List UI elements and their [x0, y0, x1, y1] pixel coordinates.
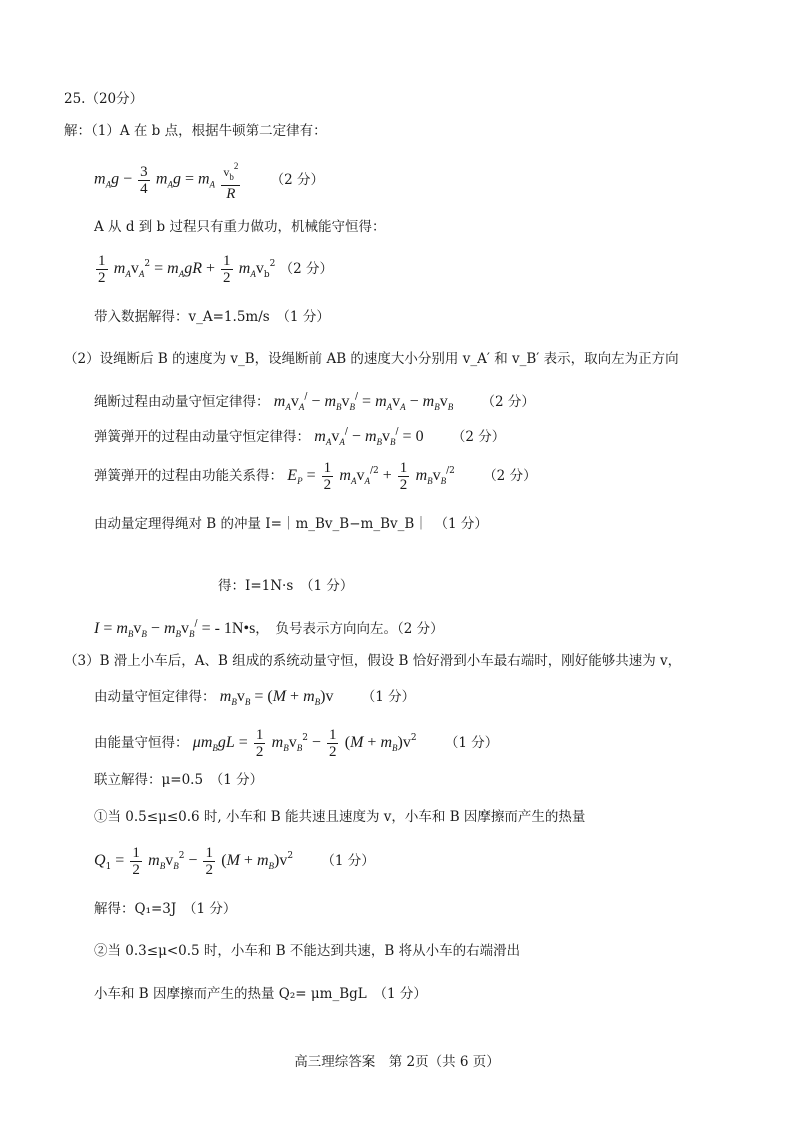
case1-result: 解得：Q₁=3J （1 分） — [94, 901, 237, 917]
equation-energy: $\frac{1}{2}$ $m_Av_A^2 = m_AgR$ + $\frac{1}{2}$ $m_Av_b^2$ （2 分） — [98, 253, 334, 286]
part1-intro: 解：（1）A 在 b 点，根据牛顿第二定律有： — [64, 123, 327, 139]
part1-result: 带入数据解得：v_A=1.5m/s （1 分） — [94, 309, 330, 325]
mu-result: 联立解得：μ=0.5 （1 分） — [94, 772, 264, 788]
score-eq2: （2 分） — [279, 261, 334, 277]
case2-text: ②当 0.3≤μ<0.5 时，小车和 B 不能达到共速，B 将从小车的右端滑出 — [94, 943, 521, 959]
case2-heat: 小车和 B 因摩擦而产生的热量 Q₂= μm_BgL （1 分） — [94, 986, 427, 1002]
impulse-final: $I = m_Bv_B - m_Bv_B^/$ = - 1N•s， 负号表示方向向左。（2 分） — [94, 619, 444, 639]
spring-momentum: 弹簧弹开的过程由动量守恒定律得： $m_Av_A^/ - m_Bv_B^/ = 0$ （2 分） — [94, 427, 506, 447]
page-footer: 高三理综答案 第 2页（共 6 页） — [294, 1054, 500, 1070]
part3-intro: （3）B 滑上小车后，A、B 组成的系统动量守恒，假设 B 恰好滑到小车最右端时，刚好能够共速为 v， — [64, 653, 682, 669]
part3-momentum: 由动量守恒定律得： $m_Bv_B = (M + m_B)v$ （1 分） — [94, 688, 416, 707]
rope-momentum: 绳断过程由动量守恒定律得： $m_Av_A^/ - m_Bv_B^/ = m_Av_A - m_Bv_B$ （2 分） — [94, 392, 535, 412]
score-eq1: （2 分） — [270, 171, 325, 188]
energy-intro: A 从 d 到 b 过程只有重力做功，机械能守恒得： — [94, 219, 386, 235]
spring-energy: 弹簧弹开的过程由功能关系得： $E_P$ = $\frac{1}{2}$ $m_Av_A^{/2}$ + $\frac{1}{2}$ $m_Bv_B^{/2}$ （2 分） — [94, 460, 537, 493]
impulse-result: 得：I=1N·s （1 分） — [218, 578, 354, 594]
problem-header: 25.（20分） — [64, 91, 144, 107]
case1-equation: $Q_1$ = $\frac{1}{2}$ $m_Bv_B^2$ − $\frac{1}{2}$ $(M + m_B)v^2$ （1 分） — [94, 845, 375, 878]
case1-text: ①当 0.5≤μ≤0.6 时, 小车和 B 能共速且速度为 v，小车和 B 因摩擦而产生的热量 — [94, 809, 586, 825]
part3-energy: 由能量守恒得： $\mu m_BgL$ = $\frac{1}{2}$ $m_Bv_B^2$ − $\frac{1}{2}$ $(M + m_B)v^2$ （1 分） — [94, 727, 499, 760]
equation-newton: $m_Ag$ − $\frac{3}{4}$ $m_Ag = m_A$ $\frac{v_b^2}{R}$ （2 分） — [94, 158, 324, 202]
impulse-label: 由动量定理得绳对 B 的冲量 I=｜m_Bv_B−m_Bv_B｜ （1 分） — [94, 516, 488, 532]
part2-intro: （2）设绳断后 B 的速度为 v_B，设绳断前 AB 的速度大小分别用 v_A′ 和 v_B′ 表示，取向左为正方向 — [64, 351, 679, 367]
